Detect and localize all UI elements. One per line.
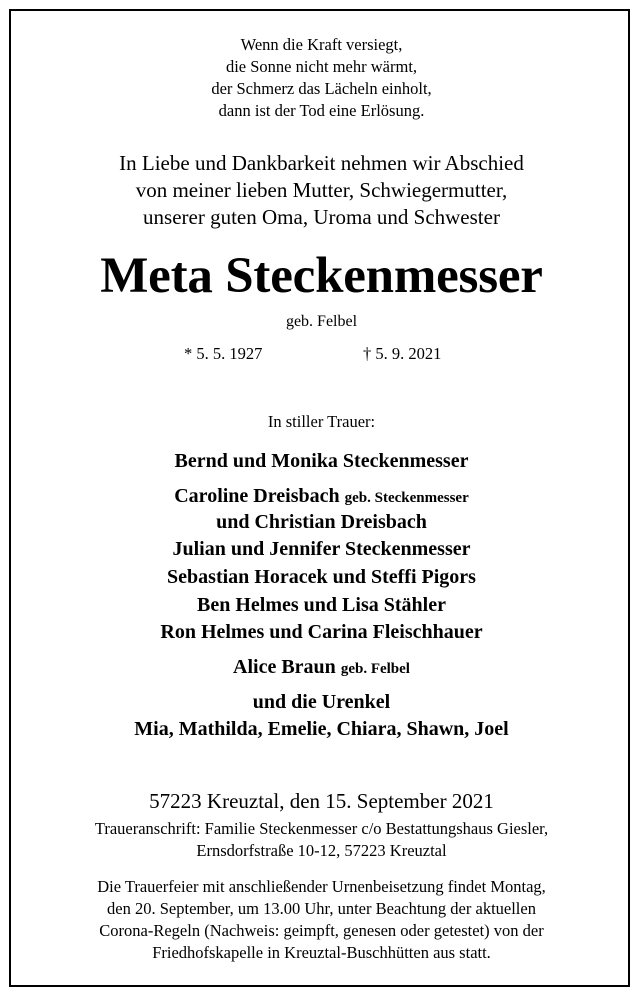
death-date: † 5. 9. 2021 (363, 344, 442, 363)
intro-line: unserer guten Oma, Uroma und Schwester (143, 205, 500, 229)
mourning-label: In stiller Trauer: (267, 412, 376, 431)
family-line: Ron Helmes und Carina Fleischhauer (160, 621, 483, 643)
poem-line: die Sonne nicht mehr wärmt, (225, 57, 418, 76)
address-line: Traueranschrift: Familie Steckenmesser c/o Bestattungshaus Giesler, (94, 819, 549, 838)
maiden-name: geb. Steckenmesser (344, 490, 469, 506)
farewell-text (0, 150, 643, 231)
ceremony-line: den 20. September, um 13.00 Uhr, unter Beachtung der aktuellen (107, 899, 536, 918)
family-line (0, 653, 643, 684)
family-member-name: Alice Braun (233, 656, 341, 678)
family-line: Sebastian Horacek und Steffi Pigors (167, 566, 476, 588)
ceremony-info (0, 876, 643, 964)
family-line: und die Urenkel (252, 691, 391, 713)
birth-name: geb. Felbel (285, 313, 358, 330)
family-line: Bernd und Monika Steckenmesser (174, 450, 469, 472)
place-date: 57223 Kreuztal, den 15. September 2021 (149, 789, 494, 813)
family-line: Ben Helmes und Lisa Stähler (197, 594, 446, 616)
family-line: und Christian Dreisbach (216, 511, 427, 533)
poem (0, 34, 643, 122)
deceased-name: Meta Steckenmesser (100, 248, 543, 304)
poem-line: der Schmerz das Lächeln einholt, (211, 79, 432, 98)
ceremony-line: Friedhofskapelle in Kreuztal-Buschhütten aus statt. (152, 943, 491, 962)
ceremony-line: Corona-Regeln (Nachweis: geimpft, genesen oder getestet) von der (99, 921, 544, 940)
family-member-name: Caroline Dreisbach (174, 485, 345, 507)
ceremony-line: Die Trauerfeier mit anschließender Urnenbeisetzung findet Montag, (97, 877, 546, 896)
mourning-address (0, 818, 643, 862)
intro-line: von meiner lieben Mutter, Schwiegermutter, (135, 178, 508, 202)
maiden-name: geb. Felbel (340, 661, 410, 677)
birth-date: * 5. 5. 1927 (184, 344, 263, 363)
poem-line: Wenn die Kraft versiegt, (240, 35, 403, 54)
family-line: Julian und Jennifer Steckenmesser (172, 538, 471, 560)
address-line: Ernsdorfstraße 10-12, 57223 Kreuztal (196, 841, 447, 860)
family-line: Mia, Mathilda, Emelie, Chiara, Shawn, Joel (134, 718, 509, 740)
poem-line: dann ist der Tod eine Erlösung. (218, 101, 425, 120)
intro-line: In Liebe und Dankbarkeit nehmen wir Abschied (119, 151, 524, 175)
